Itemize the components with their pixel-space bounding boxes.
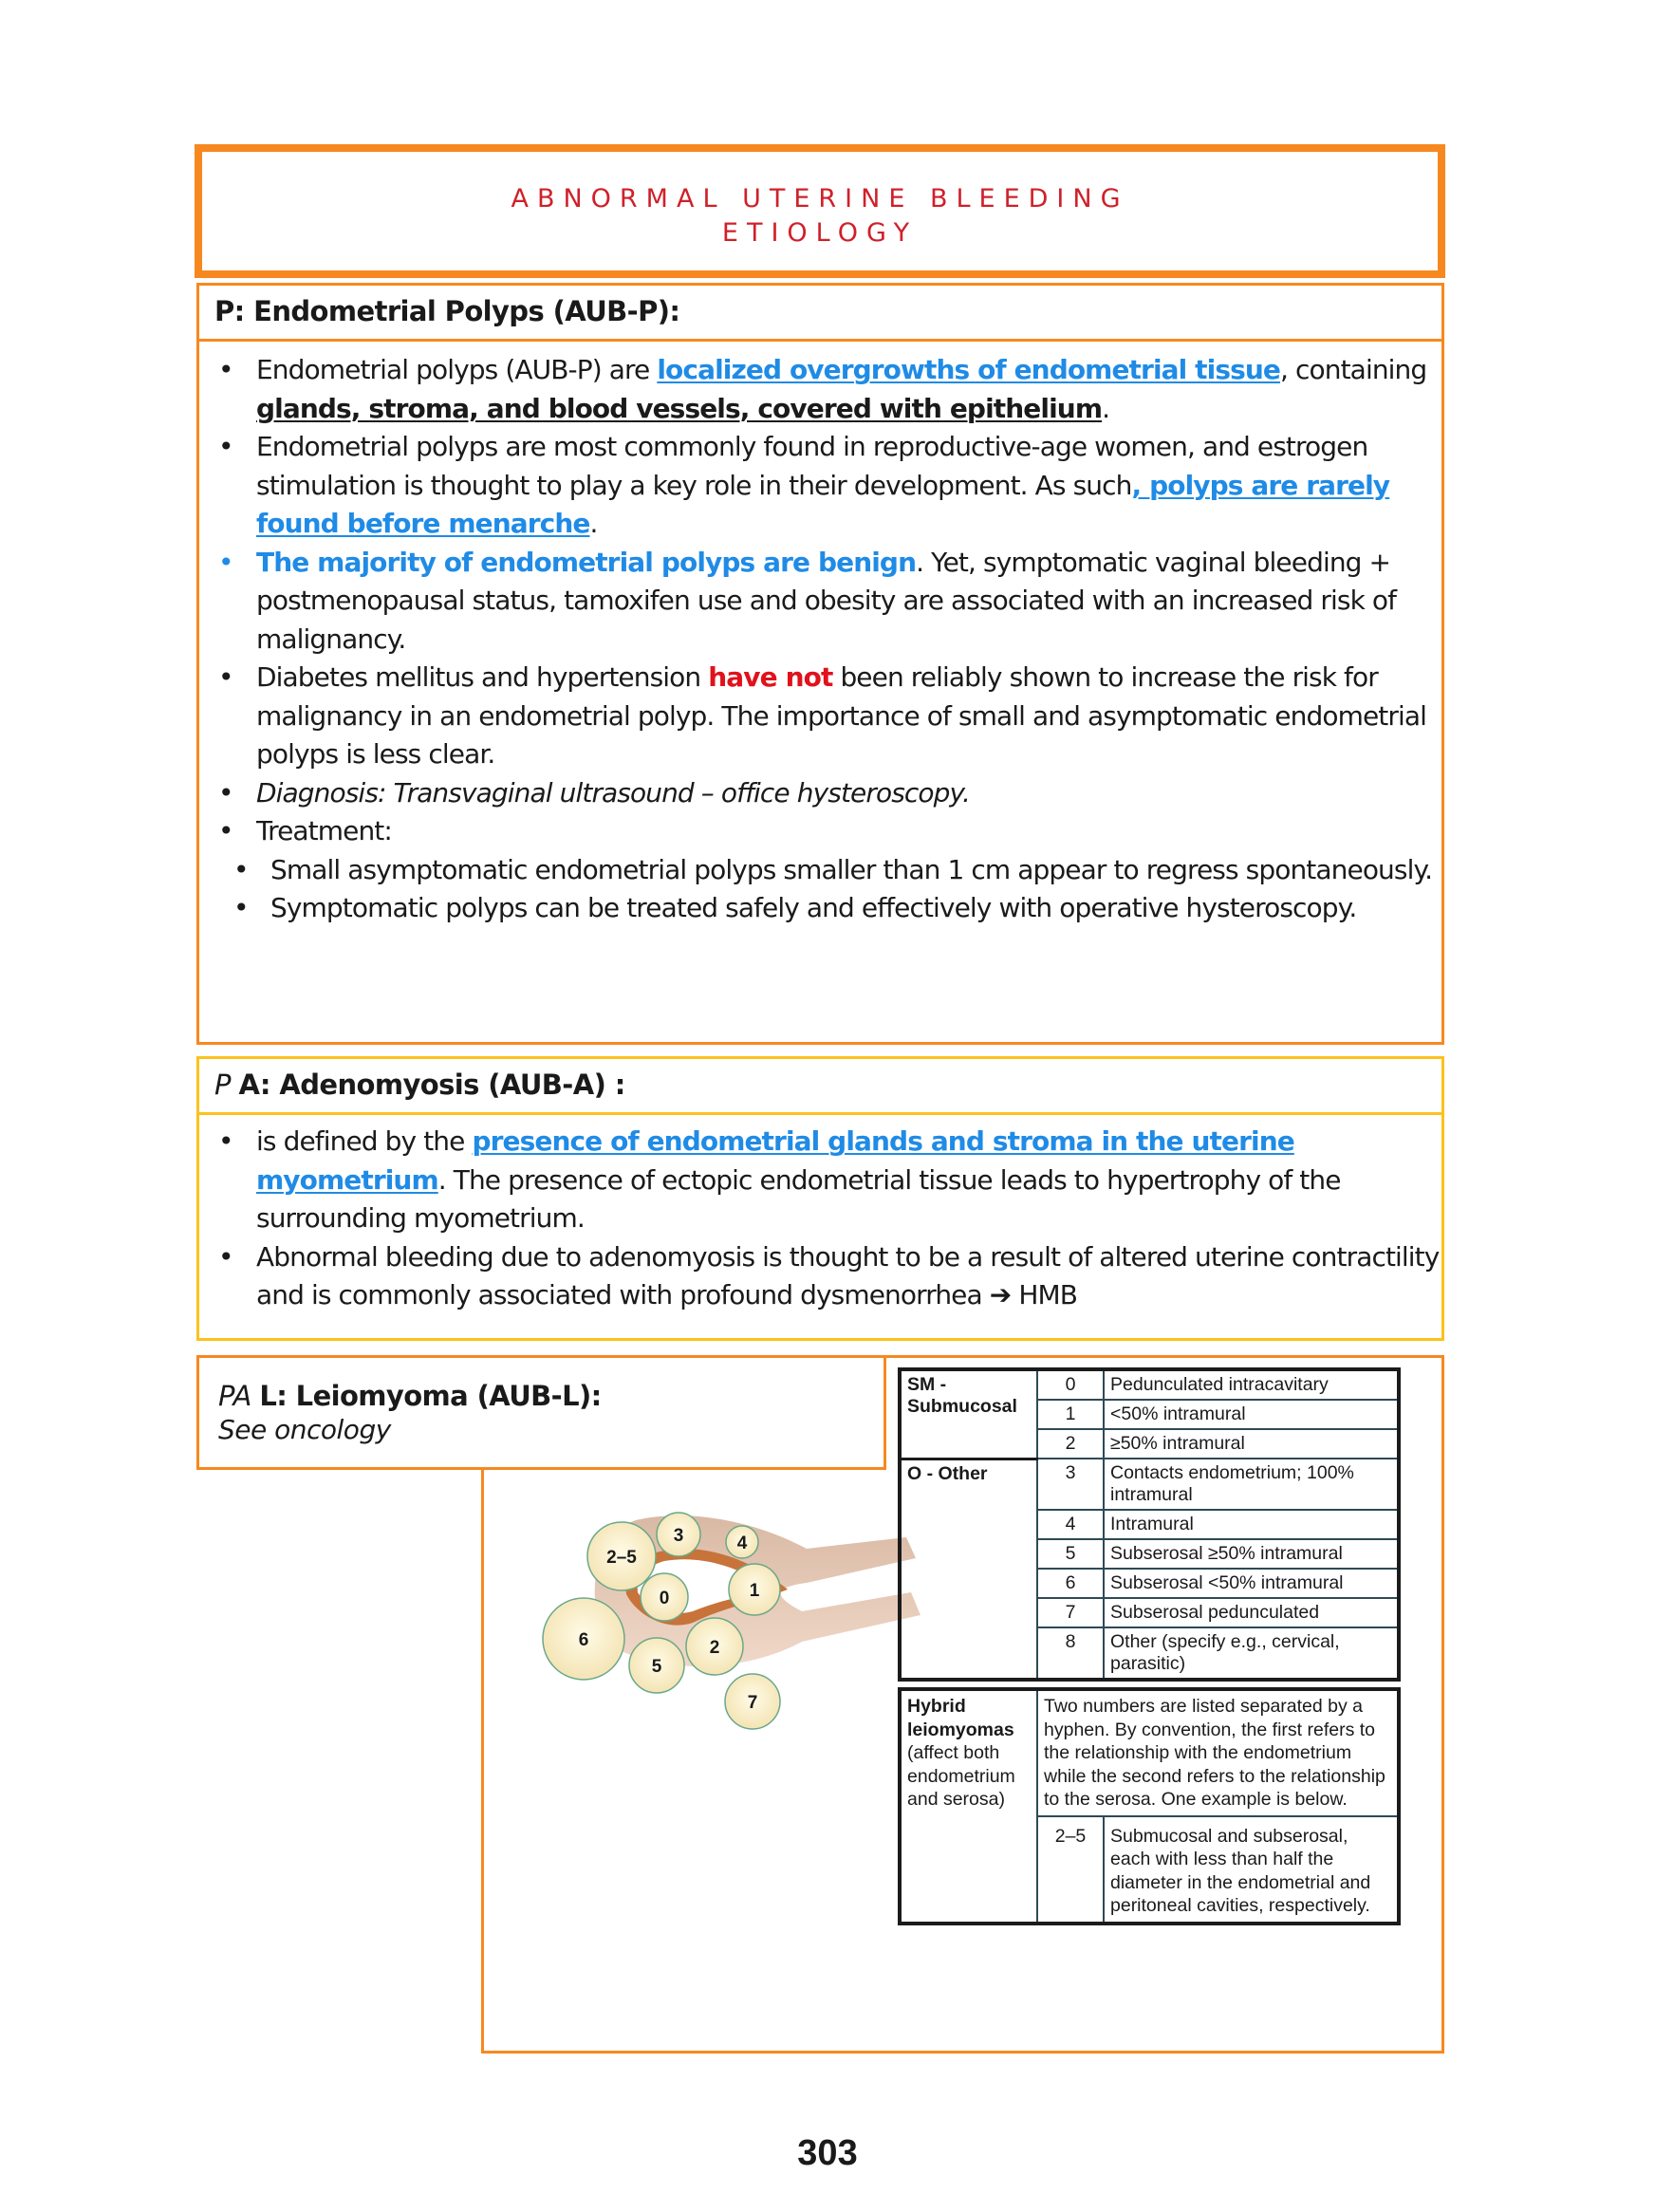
polyps-bullet-list	[199, 351, 1441, 928]
adenomyosis-heading: P A: Adenomyosis (AUB-A) :	[199, 1059, 1441, 1115]
table-cell-desc: Submucosal and subserosal, each with less than half the diameter in the endometrial and peritoneal cavities, respectively.	[1104, 1816, 1399, 1924]
table-cell-num: 7	[1037, 1598, 1104, 1627]
label-1: 1	[749, 1581, 760, 1601]
category-submucosal: SM - Submucosal	[900, 1369, 1037, 1459]
table-cell-num: 3	[1037, 1459, 1104, 1510]
list-item: • Diabetes mellitus and hypertension have not been reliably shown to increase the risk for malignancy in an endometrial polyp. The importance of small and asymptomatic endometrial polyps is less clear.	[199, 659, 1441, 774]
table-cell-num: 2–5	[1037, 1816, 1104, 1924]
hybrid-description: Two numbers are listed separated by a hyphen. By convention, the first refers to the relationship with the endometrium while the second refers to the relationship to the serosa. One example is below.	[1037, 1689, 1399, 1816]
label-0: 0	[659, 1589, 670, 1608]
table-cell-num: 0	[1037, 1369, 1104, 1400]
category-hybrid: Hybrid leiomyomas (affect both endometrium and serosa)	[900, 1689, 1037, 1924]
list-item: • is defined by the presence of endometrial glands and stroma in the uterine myometrium. The presence of ectopic endometrial tissue leads to hypertrophy of the surrounding myometrium.	[199, 1123, 1441, 1238]
label-7: 7	[747, 1693, 758, 1713]
page-number: 303	[797, 2133, 858, 2173]
table-cell-desc: Contacts endometrium; 100% intramural	[1104, 1459, 1399, 1510]
table-row	[900, 1369, 1399, 1400]
table-cell-num: 1	[1037, 1400, 1104, 1429]
page-title: ABNORMAL UTERINE BLEEDING	[511, 184, 1129, 214]
figo-classification-table	[898, 1367, 1401, 1925]
leiomyoma-heading-box	[196, 1355, 886, 1470]
list-item: • The majority of endometrial polyps are benign. Yet, symptomatic vaginal bleeding + postmenopausal status, tamoxifen use and obesity are associated with an increased risk of malignancy.	[199, 544, 1441, 660]
category-other: O - Other	[900, 1459, 1037, 1680]
label-2-5: 2–5	[606, 1548, 637, 1568]
table-row	[900, 1689, 1399, 1816]
bold-underline-text: glands, stroma, and blood vessels, covered with epithelium	[256, 392, 1103, 424]
table-cell-desc: Subserosal ≥50% intramural	[1104, 1539, 1399, 1569]
adenomyosis-section	[196, 1056, 1444, 1341]
table-cell-desc: Pedunculated intracavitary	[1104, 1369, 1399, 1400]
figo-table-main	[898, 1367, 1401, 1682]
table-cell-desc: Subserosal pedunculated	[1104, 1598, 1399, 1627]
label-2: 2	[709, 1638, 720, 1658]
highlight-link: presence of endometrial glands and stroma in the uterine myometrium	[256, 1125, 1294, 1196]
table-cell-num: 4	[1037, 1510, 1104, 1539]
table-cell-desc: Subserosal <50% intramural	[1104, 1569, 1399, 1598]
table-cell-desc: <50% intramural	[1104, 1400, 1399, 1429]
list-item: • Endometrial polyps are most commonly found in reproductive-age women, and estrogen stimulation is thought to play a key role in their development. As such, polyps are rarely found before menarche.	[199, 428, 1441, 544]
uterus-fibroid-diagram	[531, 1499, 930, 1746]
table-row	[900, 1459, 1399, 1510]
highlight-text: The majority of endometrial polyps are benign	[256, 546, 917, 578]
label-6: 6	[578, 1630, 589, 1650]
list-item: • Symptomatic polyps can be treated safely and effectively with operative hysteroscopy.	[199, 889, 1441, 928]
arrow-icon: ➔	[989, 1279, 1012, 1310]
figo-table-hybrid	[898, 1687, 1401, 1925]
list-item: • Endometrial polyps (AUB-P) are localized overgrowths of endometrial tissue, containing glands, stroma, and blood vessels, covered with epithelium.	[199, 351, 1441, 428]
leiomyoma-heading: PA L: Leiomyoma (AUB-L):	[218, 1380, 602, 1412]
list-item: • Treatment: • Small asymptomatic endometrial polyps smaller than 1 cm appear to regress spontaneously. • Symptomatic polyps can be treated safely and effectively with operative hysteroscopy.	[199, 812, 1441, 928]
table-cell-num: 8	[1037, 1627, 1104, 1680]
page-subtitle: ETIOLOGY	[721, 218, 919, 248]
table-cell-desc: ≥50% intramural	[1104, 1429, 1399, 1459]
leiomyoma-subtitle: See oncology	[218, 1414, 391, 1445]
table-cell-desc: Intramural	[1104, 1510, 1399, 1539]
title-box	[195, 144, 1445, 278]
polyps-heading: P: Endometrial Polyps (AUB-P):	[199, 286, 1441, 342]
adenomyosis-bullet-list	[199, 1123, 1441, 1315]
polyps-section	[196, 283, 1444, 1045]
table-cell-desc: Other (specify e.g., cervical, parasitic)	[1104, 1627, 1399, 1680]
list-item: • Small asymptomatic endometrial polyps smaller than 1 cm appear to regress spontaneously.	[199, 851, 1441, 890]
list-item: • Abnormal bleeding due to adenomyosis is thought to be a result of altered uterine contractility and is commonly associated with profound dysmenorrhea ➔ HMB	[199, 1238, 1441, 1315]
uterus-diagram-svg	[531, 1499, 930, 1746]
table-cell-num: 2	[1037, 1429, 1104, 1459]
label-4: 4	[736, 1534, 748, 1553]
table-cell-num: 6	[1037, 1569, 1104, 1598]
list-item: • Diagnosis: Transvaginal ultrasound – office hysteroscopy.	[199, 774, 1441, 813]
label-5: 5	[651, 1657, 662, 1677]
label-3: 3	[673, 1526, 684, 1546]
treatment-sublist	[199, 851, 1441, 928]
highlight-link: localized overgrowths of endometrial tissue	[657, 354, 1281, 385]
emphasis-text: have not	[708, 661, 833, 693]
table-cell-num: 5	[1037, 1539, 1104, 1569]
highlight-link: , polyps are rarely found before menarche	[256, 469, 1390, 539]
